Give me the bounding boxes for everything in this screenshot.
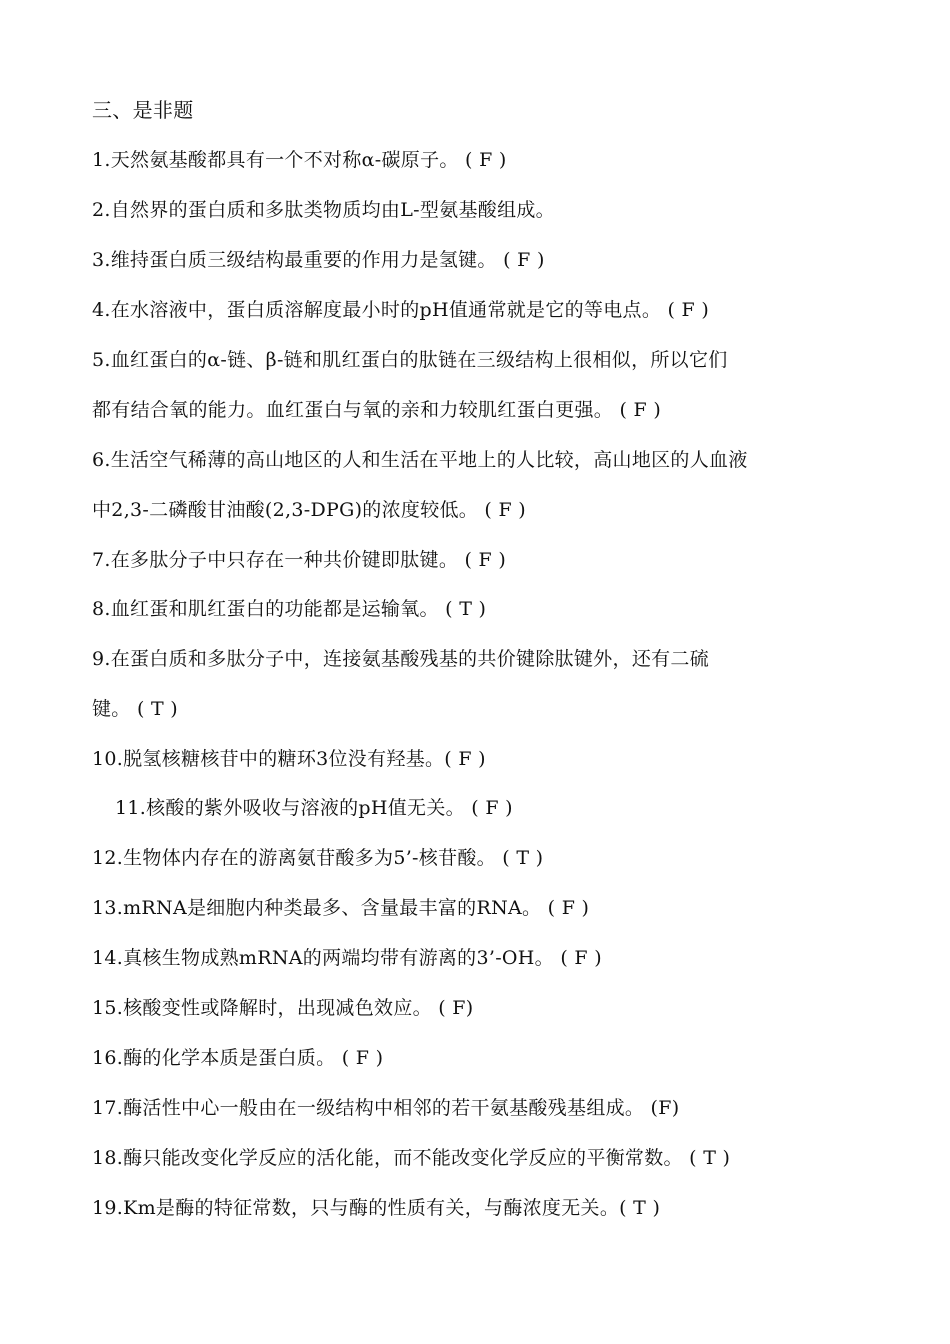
question-5-line-1: 5.血红蛋白的α-链、β-链和肌红蛋白的肽链在三级结构上很相似，所以它们 <box>92 349 728 371</box>
question-8: 8.血红蛋和肌红蛋白的功能都是运输氧。 ( T ) <box>92 598 487 620</box>
question-10: 10.脱氢核糖核苷中的糖环3位没有羟基。( F ) <box>92 748 486 770</box>
question-18: 18.酶只能改变化学反应的活化能，而不能改变化学反应的平衡常数。 ( T ) <box>92 1147 731 1169</box>
question-6-line-2: 中2,3-二磷酸甘油酸(2,3-DPG)的浓度较低。 ( F ) <box>92 499 527 521</box>
question-11: 11.核酸的紫外吸收与溶液的pH值无关。 ( F ) <box>115 797 513 819</box>
question-12: 12.生物体内存在的游离氨苷酸多为5’-核苷酸。 ( T ) <box>92 847 544 869</box>
question-3: 3.维持蛋白质三级结构最重要的作用力是氢键。 ( F ) <box>92 249 545 271</box>
question-9-line-1: 9.在蛋白质和多肽分子中，连接氨基酸残基的共价键除肽键外，还有二硫 <box>92 648 710 670</box>
question-14: 14.真核生物成熟mRNA的两端均带有游离的3’-OH。 ( F ) <box>92 947 602 969</box>
question-19: 19.Km是酶的特征常数，只与酶的性质有关，与酶浓度无关。( T ) <box>92 1197 661 1219</box>
question-17: 17.酶活性中心一般由在一级结构中相邻的若干氨基酸残基组成。 (F) <box>92 1097 680 1119</box>
question-16: 16.酶的化学本质是蛋白质。 ( F ) <box>92 1047 384 1069</box>
section-title: 三、是非题 <box>92 98 194 122</box>
question-2: 2.自然界的蛋白质和多肽类物质均由L-型氨基酸组成。 <box>92 199 555 221</box>
question-15: 15.核酸变性或降解时，出现减色效应。 ( F) <box>92 997 474 1019</box>
question-6-line-1: 6.生活空气稀薄的高山地区的人和生活在平地上的人比较，高山地区的人血液 <box>92 449 748 471</box>
question-9-line-2: 键。 ( T ) <box>92 698 179 720</box>
question-5-line-2: 都有结合氧的能力。血红蛋白与氧的亲和力较肌红蛋白更强。 ( F ) <box>92 399 662 421</box>
question-13: 13.mRNA是细胞内种类最多、含量最丰富的RNA。 ( F ) <box>92 897 590 919</box>
question-1: 1.天然氨基酸都具有一个不对称α-碳原子。 ( F ) <box>92 149 507 171</box>
question-4: 4.在水溶液中，蛋白质溶解度最小时的pH值通常就是它的等电点。 ( F ) <box>92 299 710 321</box>
question-7: 7.在多肽分子中只存在一种共价键即肽键。 ( F ) <box>92 549 507 571</box>
